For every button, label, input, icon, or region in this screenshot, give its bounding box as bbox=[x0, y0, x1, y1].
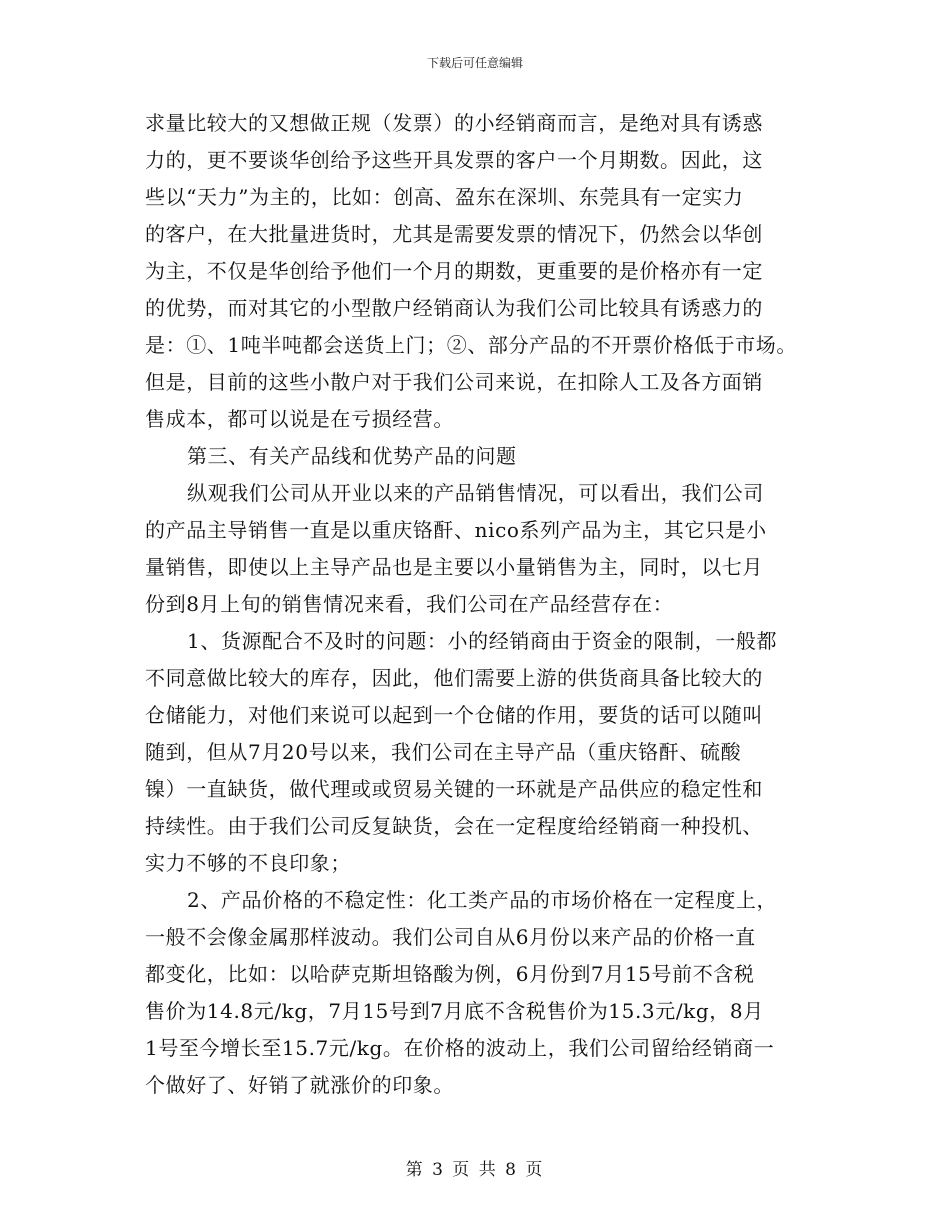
text-line: 售价为14.8元/kg，7月15号到7月底不含税售价为15.3元/kg，8月 bbox=[145, 999, 764, 1023]
text-line: 都变化，比如：以哈萨克斯坦铬酸为例，6月份到7月15号前不含税 bbox=[145, 962, 755, 986]
text-line: 仓储能力，对他们来说可以起到一个仓储的作用，要货的话可以随叫 bbox=[145, 703, 763, 727]
text-line: 量销售，即使以上主导产品也是主要以小量销售为主，同时，以七月 bbox=[145, 555, 763, 579]
text-line: 的优势，而对其它的小型散户经销商认为我们公司比较具有诱惑力的 bbox=[145, 296, 763, 320]
text-line: 的产品主导销售一直是以重庆铬酐、nico系列产品为主，其它只是小 bbox=[145, 518, 767, 542]
text-line: 为主，不仅是华创给予他们一个月的期数，更重要的是价格亦有一定 bbox=[145, 259, 763, 283]
text-line: 1、货源配合不及时的问题：小的经销商由于资金的限制，一般都 bbox=[187, 629, 778, 653]
text-line: 但是，目前的这些小散户对于我们公司来说，在扣除人工及各方面销 bbox=[145, 370, 763, 394]
page-header: 下载后可任意编辑 bbox=[426, 56, 523, 70]
text-line: 实力不够的不良印象； bbox=[145, 851, 351, 875]
text-line: 份到8月上旬的销售情况来看，我们公司在产品经营存在： bbox=[145, 592, 674, 616]
text-line: 镍）一直缺货，做代理或或贸易关键的一环就是产品供应的稳定性和 bbox=[145, 777, 763, 801]
text-line: 一般不会像金属那样波动。我们公司自从6月份以来产品的价格一直 bbox=[145, 925, 756, 949]
text-line: 售成本，都可以说是在亏损经营。 bbox=[145, 407, 454, 431]
text-line: 求量比较大的又想做正规（发票）的小经销商而言，是绝对具有诱惑 bbox=[145, 111, 763, 135]
text-line: 不同意做比较大的库存，因此，他们需要上游的供货商具备比较大的 bbox=[145, 666, 763, 690]
text-line: 持续性。由于我们公司反复缺货，会在一定程度给经销商一种投机、 bbox=[145, 814, 763, 838]
text-line: 些以“天力”为主的，比如：创高、盈东在深圳、东莞具有一定实力 bbox=[145, 185, 744, 209]
text-line: 纵观我们公司从开业以来的产品销售情况，可以看出，我们公司 bbox=[187, 481, 764, 505]
document-body bbox=[145, 105, 825, 1104]
text-line: 1号至今增长至15.7元/kg。在价格的波动上，我们公司留给经销商一 bbox=[145, 1036, 775, 1060]
text-line: 第三、有关产品线和优势产品的问题 bbox=[187, 444, 517, 468]
text-line: 2、产品价格的不稳定性：化工类产品的市场价格在一定程度上， bbox=[187, 888, 778, 912]
text-line: 随到，但从7月20号以来，我们公司在主导产品（重庆铬酐、硫酸 bbox=[145, 740, 742, 764]
text-line: 个做好了、好销了就涨价的印象。 bbox=[145, 1073, 454, 1097]
text-line: 是：①、1吨半吨都会送货上门；②、部分产品的不开票价格低于市场。 bbox=[145, 333, 797, 357]
text-line: 的客户，在大批量进货时，尤其是需要发票的情况下，仍然会以华创 bbox=[145, 222, 763, 246]
page-footer: 第 3 页 共 8 页 bbox=[405, 1160, 545, 1180]
text-line: 力的，更不要谈华创给予这些开具发票的客户一个月期数。因此，这 bbox=[145, 148, 763, 172]
